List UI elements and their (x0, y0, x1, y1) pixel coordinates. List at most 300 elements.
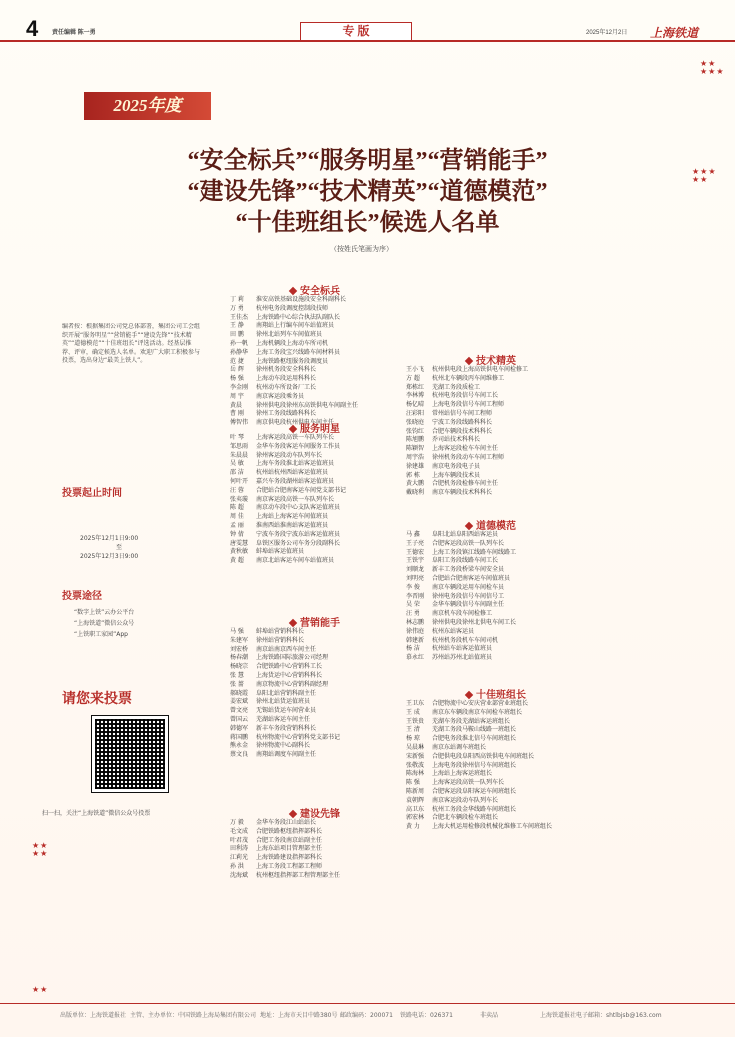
candidate-row (406, 797, 552, 806)
footer-address: 地址：上海市天目中路380号 (260, 1012, 338, 1019)
decorative-stars: ★★ (32, 985, 49, 994)
candidate-row (406, 489, 528, 498)
vote-start: 2025年12月1日9:00 (80, 535, 139, 542)
candidate-title: 合肥站合肥南客运车间党支部书记 (256, 486, 347, 494)
candidate-row (406, 436, 528, 445)
candidate-name: 李晋刚 (406, 592, 425, 600)
candidate-list (406, 531, 516, 663)
candidate-name: 韩建新 (406, 636, 425, 644)
candidate-row (230, 443, 346, 452)
candidate-name: 吴晨琳 (406, 743, 425, 751)
candidate-title: 杭州站车站客运值班员 (432, 645, 493, 653)
candidate-title: 上海车务段淮北站客运值班员 (256, 460, 335, 468)
candidate-title: 上海站上海客运车间值班员 (256, 513, 329, 521)
candidate-row (406, 601, 516, 610)
candidate-name: 徐伟庭 (406, 627, 425, 635)
candidate-row (406, 392, 528, 401)
candidate-title: 南京北站客运车间车站值班员 (256, 557, 335, 565)
candidate-row (230, 349, 358, 358)
candidate-title: 徐州北站列车车间值班员 (256, 331, 323, 339)
candidate-title: 合肥铁路枢纽指挥部科长 (256, 827, 323, 835)
candidate-name: 叶 琴 (230, 434, 244, 441)
candidate-name: 黄晨 (230, 401, 243, 409)
vote-time-title: 投票起止时间 (62, 488, 122, 499)
candidate-title: 合肥客运段高铁一队列车长 (432, 539, 505, 547)
candidate-title: 合肥客运段阜阳客运车间班组长 (432, 787, 517, 795)
candidate-title: 阜阳北站营销科副主任 (256, 689, 317, 697)
candidate-name: 陈旭鹏 (406, 436, 425, 444)
candidate-row (230, 531, 346, 540)
candidate-name: 宋新强 (406, 752, 425, 760)
candidate-list (230, 819, 340, 881)
candidate-row (230, 434, 346, 443)
candidate-title: 合肥北车辆段检车班组长 (432, 814, 499, 822)
candidate-title: 南京客运段乘务员 (256, 392, 305, 400)
candidate-name: 万 毅 (230, 819, 244, 826)
candidate-row (406, 744, 552, 753)
candidate-name: 王子亮 (406, 539, 425, 547)
candidate-name: 蔡文良 (230, 751, 249, 759)
candidate-row (406, 410, 528, 419)
candidate-title: 苏州站苏州北站值班员 (432, 654, 493, 662)
candidate-title: 徐州供电段徐州北供电车间工长 (432, 618, 517, 626)
vote-way-item: “数字上铁”云办公平台 (74, 609, 135, 616)
candidate-row (406, 419, 528, 428)
candidate-row (406, 645, 516, 654)
vote-to: 至 (116, 544, 123, 551)
candidate-title: 徐州机务段动车车间工程师 (432, 453, 505, 461)
candidate-name: 毛文成 (230, 827, 249, 835)
candidate-name: 张夷璇 (230, 495, 249, 503)
candidate-title: 嘉兴车务段湖州站客运值班员 (256, 477, 335, 485)
candidate-row (230, 819, 340, 828)
candidate-name: 周 佳 (230, 513, 244, 521)
candidate-name: 张 蔷 (230, 680, 244, 688)
candidate-title: 南京车辆段技术科科长 (432, 489, 493, 497)
candidate-name: 李林博 (406, 392, 425, 400)
candidate-row (230, 410, 358, 419)
candidate-title: 徐州客运段动车队列车长 (256, 451, 323, 459)
candidate-title: 上海铁路枢纽服务段调度员 (256, 357, 329, 365)
candidate-name: 郑栋红 (406, 383, 425, 391)
candidate-title: 合肥电务段淮北信号车间班组长 (432, 735, 517, 743)
candidate-name: 汪 勇 (406, 610, 420, 618)
candidate-name: 郝晓霞 (230, 689, 249, 697)
candidate-title: 阜铁区服务公司车务分段副科长 (256, 539, 341, 547)
candidate-name: 韩德军 (230, 724, 249, 732)
candidate-title: 常州站信号车间工程师 (432, 409, 493, 417)
candidate-title: 乔司站技术科科长 (432, 436, 481, 444)
candidate-row (230, 384, 358, 393)
candidate-title: 南京站南京西车间主任 (256, 645, 317, 653)
paper-logo: 上海铁道 (650, 26, 699, 40)
candidate-name: 汪彩阳 (406, 409, 425, 417)
candidate-title: 合肥机务段检修车间主任 (432, 480, 499, 488)
candidate-row (406, 575, 516, 584)
candidate-name: 黄秋敏 (230, 548, 249, 556)
candidate-row (406, 814, 552, 823)
candidate-name: 王小飞 (406, 366, 425, 373)
candidate-name: 熊永金 (230, 742, 249, 750)
candidate-name: 孟 丽 (230, 521, 244, 529)
candidate-title: 南京东车辆段南京车间检车班组长 (432, 708, 523, 716)
candidate-name: 钟 倩 (230, 530, 244, 538)
candidate-title: 上海工务段镇江线路车间线路工 (432, 548, 517, 556)
candidate-name: 曾国云 (230, 715, 249, 723)
candidate-row (230, 487, 346, 496)
candidate-name: 叶君茂 (230, 836, 249, 844)
page-number: 4 (26, 16, 39, 41)
vote-way-item: “上铁职工家园”App (74, 631, 128, 638)
candidate-title: 上海电务段信号车间工程师 (432, 401, 505, 409)
candidate-name: 郭 栋 (406, 471, 420, 479)
candidate-title: 芜湖车务段芜湖站客运班组长 (432, 717, 511, 725)
candidate-name: 马 鑫 (406, 531, 420, 538)
candidate-title: 南京客运段高铁一车队列车长 (256, 495, 335, 503)
candidate-name: 吴 荣 (406, 601, 420, 609)
candidate-list (406, 700, 552, 832)
candidate-name: 王 静 (230, 322, 244, 330)
candidate-name: 范 捷 (230, 357, 244, 365)
candidate-title: 徐州站营销科科长 (256, 636, 305, 644)
candidate-name: 田 鹏 (230, 331, 244, 339)
candidate-name: 王 成 (406, 708, 420, 716)
decorative-stars: ★★ ★★★ (700, 59, 725, 76)
candidate-title: 上海货运中心营销科科长 (256, 671, 323, 679)
candidate-name: 杨 琼 (406, 735, 420, 743)
candidate-name: 刘明亮 (406, 574, 425, 582)
candidate-row (406, 566, 516, 575)
decorative-stars: ★★ ★★ (32, 841, 49, 858)
candidate-name: 周 宇 (230, 392, 244, 400)
candidate-title: 南京东站调车班组长 (432, 743, 487, 751)
candidate-title: 杭州东站客运员 (432, 627, 475, 635)
candidate-name: 汪 蓉 (230, 486, 244, 494)
candidate-row (230, 828, 340, 837)
candidate-name: 傅智伟 (230, 419, 249, 427)
candidate-name: 张 慧 (230, 671, 244, 679)
candidate-name: 王德宏 (406, 548, 425, 556)
candidate-row (230, 296, 358, 305)
candidate-row (230, 557, 346, 566)
vote-cta: 请您来投票 (62, 690, 132, 706)
candidate-row (230, 331, 358, 340)
candidate-row (406, 628, 516, 637)
qr-code-icon[interactable] (92, 716, 168, 792)
candidate-name: 李金刚 (230, 383, 249, 391)
candidate-title: 新丰车务段营销科科长 (256, 724, 317, 732)
candidate-list (230, 434, 346, 566)
candidate-title: 金华车务段江山站站长 (256, 819, 317, 826)
candidate-name: 陈 超 (230, 504, 244, 512)
candidate-title: 淮安高铁基础设施段安全科副科长 (256, 296, 347, 303)
candidate-name: 王佳杰 (230, 313, 249, 321)
headline-line-2: “建设先锋”“技术精英”“道德模范” (187, 179, 548, 205)
candidate-name: 吴 敏 (230, 460, 244, 468)
candidate-title: 南京机车段车间检修工 (432, 610, 493, 618)
footer-email: 上海铁道报社电子邮箱：shtlbjsb@163.com (540, 1012, 662, 1019)
candidate-row (406, 770, 552, 779)
candidate-list (230, 296, 358, 428)
candidate-title: 上海站上海客运班组长 (432, 770, 493, 778)
candidate-title: 杭州工务段金华线路车间班组长 (432, 805, 517, 813)
candidate-row (406, 463, 528, 472)
candidate-title: 合肥供电段阜阳西高铁供电车间班组长 (432, 752, 535, 760)
candidate-title: 上海工务段宝兴线路车间材料员 (256, 348, 341, 356)
issue-date: 2025年12月2日 (586, 30, 628, 36)
candidate-title: 徐州物流中心副科长 (256, 742, 311, 750)
candidate-name: 戴晓利 (406, 489, 425, 497)
candidate-name: 张敬波 (406, 761, 425, 769)
candidate-name: 陈颖智 (406, 445, 425, 453)
candidate-row (230, 663, 340, 672)
candidate-title: 宁波车务段宁波东站客运值班员 (256, 530, 341, 538)
candidate-name: 田利涛 (230, 845, 249, 853)
candidate-name: 孙 洪 (230, 862, 244, 870)
candidate-row (230, 742, 340, 751)
candidate-name: 高卫东 (406, 805, 425, 813)
candidate-name: 丁 莉 (230, 296, 244, 303)
candidate-row (230, 366, 358, 375)
candidate-title: 上海车辆段技术员 (432, 471, 481, 479)
candidate-title: 蚌埠站营销科科长 (256, 628, 305, 635)
candidate-row (406, 654, 516, 663)
candidate-name: 李 俊 (406, 583, 420, 591)
candidate-row (230, 698, 340, 707)
candidate-row (230, 548, 346, 557)
candidate-title: 上海铁路国际旅游公司经理 (256, 654, 329, 662)
candidate-title: 淮南西站淮南站客运值班员 (256, 521, 329, 529)
page-footer (0, 1003, 735, 1037)
candidate-name: 朱建军 (230, 636, 249, 644)
candidate-title: 新丰工务段桥梁车间安全员 (432, 566, 505, 574)
candidate-title: 上海客运段高铁一队列车长 (432, 779, 505, 787)
candidate-title: 徐州工务段线路科科长 (256, 410, 317, 418)
candidate-row (406, 753, 552, 762)
candidate-title: 无锡站货运车间营业员 (256, 707, 317, 715)
candidate-title: 上海东站项目管理部主任 (256, 845, 323, 853)
candidate-name: 黄 力 (406, 823, 420, 831)
candidate-title: 杭州北车辆段丙车间维修工 (432, 374, 505, 382)
candidate-name: 王卫东 (406, 700, 425, 707)
candidate-row (230, 460, 346, 469)
candidate-title: 杭州物流中心营销科党支部书记 (256, 733, 341, 741)
candidate-row (406, 726, 552, 735)
candidate-row (230, 707, 340, 716)
candidate-row (230, 863, 340, 872)
footer-postcode: 邮政编码：200071 (340, 1012, 393, 1019)
section-title: 道德模范 (466, 517, 516, 532)
candidate-title: 合肥铁路中心营销科工长 (256, 663, 323, 671)
candidate-title: 南京车辆段运用车间检车员 (432, 583, 505, 591)
candidate-title: 金华车务段客运车间服务工作员 (256, 442, 341, 450)
section-banner: 专 版 (300, 22, 412, 41)
candidate-title: 芜湖站客运车间主任 (256, 715, 311, 723)
editor-note: 编者按：根据集团公司党总体部署，集团公司工会组织开展“服务明星”“营销能手”“建设先锋”“技术精英”“道德模范”“十佳班组长”评选活动。经基层推荐、评审，确定候选人名单。欢迎广大职工积极参与投票，选出身边“最美上铁人”。 (62, 323, 201, 364)
candidate-title: 上海铁路中心综合执法队副队长 (256, 313, 341, 321)
headline-line-3: “十佳班组长”候选人名单 (235, 210, 500, 236)
candidate-name: 徐建雄 (406, 462, 425, 470)
candidate-list (406, 366, 528, 498)
candidate-row (406, 610, 516, 619)
candidate-row (230, 513, 346, 522)
candidate-row (406, 619, 516, 628)
candidate-name: 刘宏桥 (230, 645, 249, 653)
candidate-title: 蚌埠站客运值班员 (256, 548, 305, 556)
candidate-title: 上海铁路建设指挥部科长 (256, 854, 323, 862)
candidate-title: 宁波工务段线路科科长 (432, 418, 493, 426)
candidate-name: 杨亿晴 (406, 401, 425, 409)
candidate-name: 慕永红 (406, 654, 425, 662)
masthead (0, 16, 735, 42)
candidate-name: 沈海斌 (230, 871, 249, 879)
candidate-title: 合肥工务段南京站副主任 (256, 836, 323, 844)
candidate-title: 徐州供电段徐州东高铁供电车间副主任 (256, 401, 359, 409)
candidate-name: 张晓庭 (406, 418, 425, 426)
candidate-name: 张钧红 (406, 427, 425, 435)
decorative-stars: ★★★ ★★ (692, 167, 717, 184)
candidate-name: 王铁宇 (406, 557, 425, 565)
candidate-name: 蒋国鹏 (230, 733, 249, 741)
year-banner: 2025年度 (84, 92, 211, 120)
candidate-row (406, 401, 528, 410)
ordering-note: （按姓氏笔画为序） (330, 245, 393, 253)
candidate-name: 杨 强 (230, 375, 244, 383)
candidate-title: 徐州北站货运值班员 (256, 698, 311, 706)
candidate-title: 徐州机务段安全科科长 (256, 366, 317, 374)
candidate-title: 合肥物流中心安庆营业部营业班组长 (432, 700, 529, 707)
qr-caption: 扫一扫，关注“上海铁道”微信公众号投票 (42, 810, 151, 817)
candidate-name: 林志鹏 (406, 618, 425, 626)
candidate-row (230, 522, 346, 531)
section-title: 服务明星 (290, 420, 340, 435)
candidate-name: 陈 强 (406, 779, 420, 787)
candidate-title: 杭州电务段调度控制段技师 (256, 304, 329, 312)
candidate-name: 孙一帆 (230, 339, 249, 347)
candidate-row (406, 540, 516, 549)
candidate-name: 邵 洁 (230, 469, 244, 477)
candidate-row (406, 375, 528, 384)
candidate-row (406, 779, 552, 788)
candidate-row (406, 735, 552, 744)
candidate-title: 南翔站上行编车间车站值班员 (256, 322, 335, 330)
vote-way-item: “上海铁道”微信公众号 (74, 620, 135, 627)
footer-owner: 主管、主办单位：中国铁路上海局集团有限公司 (130, 1012, 257, 1019)
candidate-title: 南京动车段中心支队客运值班员 (256, 504, 341, 512)
section-title: 十佳班组长 (466, 686, 526, 701)
candidate-title: 阜阳工务段线路车间工长 (432, 557, 499, 565)
candidate-list (230, 628, 340, 760)
candidate-title: 上海大机运用检修段机械化维修工车间班组长 (432, 823, 553, 831)
candidate-name: 郭宏林 (406, 814, 425, 822)
candidate-name: 黄大鹏 (406, 480, 425, 488)
candidate-row (406, 454, 528, 463)
candidate-row (406, 788, 552, 797)
editor-credit: 责任编辑 陈一勇 (52, 30, 96, 36)
candidate-row (230, 716, 340, 725)
candidate-row (406, 700, 552, 709)
candidate-title: 南京电务段电子员 (432, 462, 481, 470)
candidate-title: 南翔站调度车间副主任 (256, 751, 317, 759)
candidate-row (230, 393, 358, 402)
candidate-title: 上海电务段徐州信号车间班组长 (432, 761, 517, 769)
section-title: 营销能手 (290, 614, 340, 629)
candidate-row (230, 751, 340, 760)
candidate-row (230, 845, 340, 854)
candidate-row (406, 366, 528, 375)
candidate-title: 上海客运段检车车间主任 (432, 445, 499, 453)
candidate-row (230, 478, 346, 487)
candidate-title: 南京物流中心营销科副经理 (256, 680, 329, 688)
candidate-title: 上海机辆段上海动车所司机 (256, 339, 329, 347)
candidate-name: 孙静华 (230, 348, 249, 356)
candidate-name: 杨晓宗 (230, 663, 249, 671)
candidate-row (230, 672, 340, 681)
section-title: 建设先锋 (290, 805, 340, 820)
vote-way-title: 投票途径 (62, 591, 102, 602)
candidate-row (230, 322, 358, 331)
candidate-title: 杭州站杭州西站客运值班员 (256, 469, 329, 477)
candidate-name: 何叶开 (230, 477, 249, 485)
candidate-row (230, 504, 346, 513)
candidate-row (230, 854, 340, 863)
candidate-name: 邹思雨 (230, 442, 249, 450)
candidate-title: 南京客运段动车队列车长 (432, 796, 499, 804)
candidate-title: 上海动车段运用科科长 (256, 375, 317, 383)
candidate-title: 合肥车辆段技术科科长 (432, 427, 493, 435)
candidate-title: 杭州枢纽指挥部工程管理部主任 (256, 871, 341, 879)
candidate-title: 上海工务段工程部工程师 (256, 862, 323, 870)
candidate-name: 杨 洁 (406, 645, 420, 653)
candidate-row (230, 469, 346, 478)
candidate-name: 朱晨晨 (230, 451, 249, 459)
candidate-name: 曾文亮 (230, 707, 249, 715)
candidate-name: 陈新周 (406, 787, 425, 795)
candidate-name: 马 强 (230, 628, 244, 635)
candidate-name: 王 清 (406, 726, 420, 734)
footer-price: 非卖品 (480, 1012, 499, 1019)
candidate-row (406, 480, 528, 489)
candidate-title: 杭州电务段信号车间工长 (432, 392, 499, 400)
candidate-title: 上海客运段高铁一车队列车长 (256, 434, 335, 441)
candidate-title: 杭州动车所设备厂工长 (256, 383, 317, 391)
candidate-row (406, 709, 552, 718)
headline-line-1: “安全标兵”“服务明星”“营销能手” (187, 148, 548, 174)
footer-publisher: 出版单位：上海铁道报社 (60, 1012, 127, 1019)
candidate-row (406, 531, 516, 540)
candidate-title: 南京供电段杭州供电车间主任 (256, 419, 335, 427)
candidate-name: 袁朝辉 (406, 796, 425, 804)
candidate-name: 姜宏斌 (230, 698, 249, 706)
candidate-row (406, 584, 516, 593)
candidate-name: 刘顺龙 (406, 566, 425, 574)
section-title: 安全标兵 (290, 282, 340, 297)
candidate-row (230, 375, 358, 384)
candidate-title: 杭州机务段机车车间司机 (432, 636, 499, 644)
candidate-name: 黄 超 (230, 557, 244, 565)
candidate-title: 杭州供电段上海高铁供电车间检修工 (432, 366, 529, 373)
candidate-name: 唐雯慧 (230, 539, 249, 547)
candidate-name: 周宇浩 (406, 453, 425, 461)
candidate-row (406, 557, 516, 566)
candidate-name: 王铁贵 (406, 717, 425, 725)
candidate-row (230, 637, 340, 646)
candidate-row (406, 445, 528, 454)
candidate-name: 万 勇 (230, 304, 244, 312)
candidate-row (230, 872, 340, 881)
candidate-name: 杨春潮 (230, 654, 249, 662)
candidate-name: 江莉光 (230, 854, 249, 862)
